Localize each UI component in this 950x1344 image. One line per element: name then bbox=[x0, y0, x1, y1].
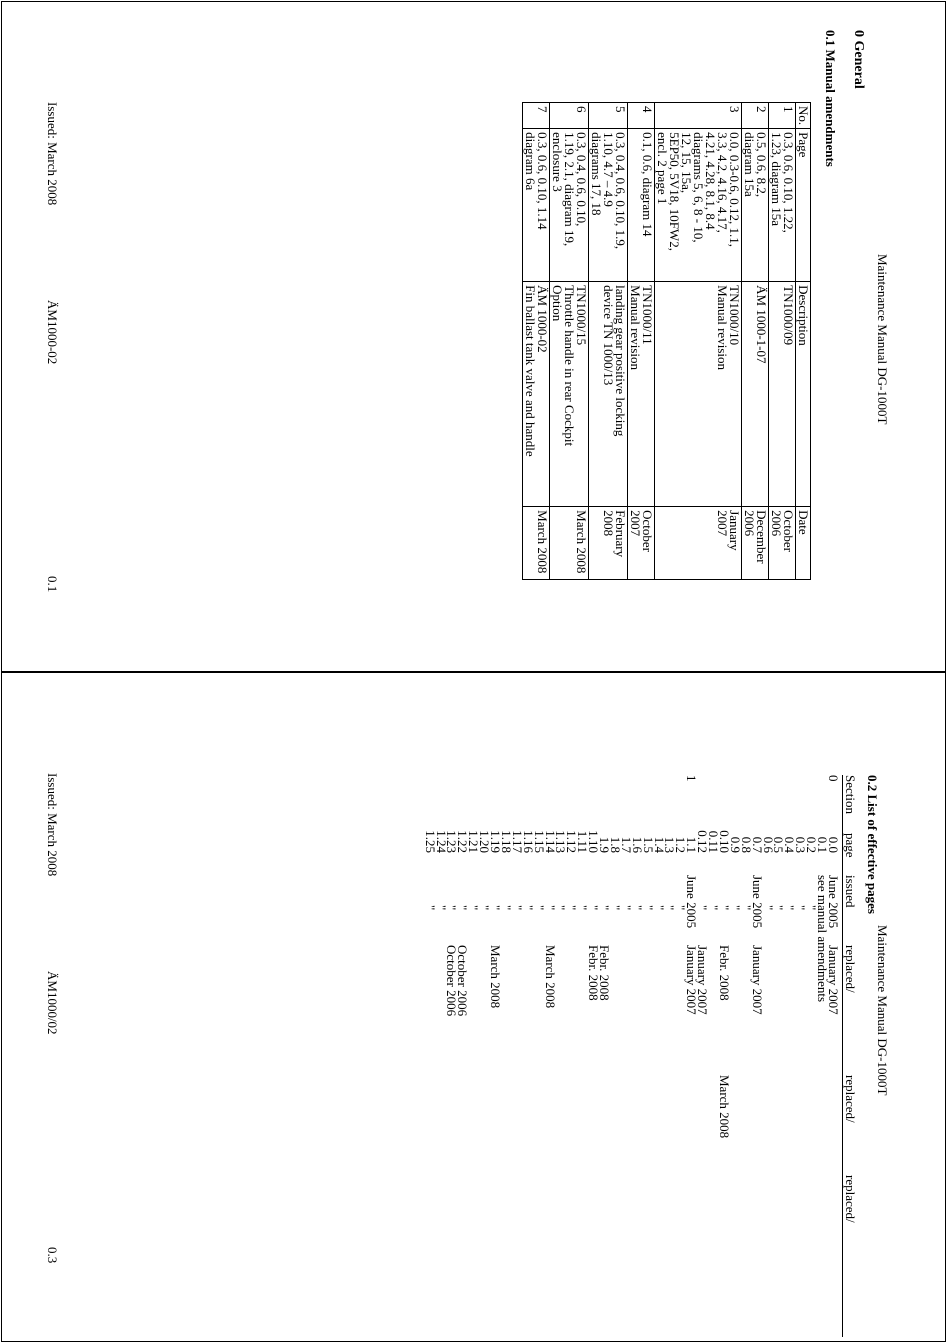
cell-issued: " bbox=[662, 905, 678, 911]
cell-page: 1.9 bbox=[597, 836, 613, 853]
cell-no: 6 bbox=[550, 103, 589, 129]
cell-issued: June 2005 bbox=[826, 875, 841, 929]
cell-description: landing gear positive locking device TN 1000/13 bbox=[589, 282, 628, 507]
cell-replaced-1: March 2008 bbox=[488, 945, 504, 1009]
cell-issued: " bbox=[477, 905, 493, 911]
cell-issued: " bbox=[640, 905, 656, 911]
cell-page: 1.4 bbox=[651, 836, 667, 853]
cell-issued: June 2005 bbox=[749, 875, 765, 929]
cell-issued: " bbox=[673, 905, 689, 911]
cell-description: ÄM 1000-02 Fin ballast tank valve and handle bbox=[523, 282, 550, 507]
cell-page: 0.8 bbox=[738, 836, 754, 853]
cell-page: 1.21 bbox=[466, 830, 482, 853]
cell-replaced-1: Febr. 2008 bbox=[717, 945, 732, 1001]
cell-issued: " bbox=[553, 905, 569, 911]
col-header-replaced-1: replaced/ bbox=[843, 945, 858, 993]
cell-issued: " bbox=[575, 905, 591, 911]
cell-issued: " bbox=[629, 905, 645, 911]
cell-page: 0.10 bbox=[717, 830, 732, 853]
cell-page: 1.17 bbox=[509, 830, 525, 853]
footer-issued: Issued: March 2008 bbox=[45, 102, 60, 206]
cell-issued: " bbox=[618, 905, 634, 911]
cell-no: 3 bbox=[655, 103, 742, 129]
cell-date: December 2006 bbox=[742, 507, 769, 580]
footer-doc-number: ÄM1000-02 bbox=[45, 300, 60, 365]
cell-issued: " bbox=[466, 905, 482, 911]
cell-issued: June 2005 bbox=[684, 875, 700, 929]
page-header: Maintenance Manual DG-1000T bbox=[875, 925, 890, 1096]
cell-replaced-1: Febr. 2008 bbox=[597, 945, 613, 1001]
col-header-description: Description bbox=[796, 282, 811, 507]
document-page-1 bbox=[1, 1, 946, 672]
cell-page: 1.15 bbox=[531, 830, 547, 853]
cell-issued: " bbox=[542, 905, 558, 911]
cell-issued: see manual amendments bbox=[815, 875, 831, 1003]
cell-pages: 0.3, 0.4, 0.6, 0.10, 1.9, 1.10, 4.7 – 4.9 diagrams 17, 18 bbox=[589, 129, 628, 282]
cell-date: February 2008 bbox=[589, 507, 628, 580]
cell-issued: " bbox=[433, 905, 449, 911]
footer-page-number: 0.3 bbox=[45, 1247, 60, 1264]
cell-issued: " bbox=[586, 905, 602, 911]
cell-issued: " bbox=[727, 905, 743, 911]
cell-issued: " bbox=[706, 905, 722, 911]
amendments-table bbox=[522, 102, 811, 580]
table-row bbox=[769, 103, 796, 580]
cell-issued: " bbox=[771, 905, 787, 911]
col-header-issued: issued bbox=[843, 875, 858, 908]
cell-issued: " bbox=[520, 905, 536, 911]
section-title: 0 General bbox=[851, 30, 866, 89]
cell-page: 1.24 bbox=[433, 830, 449, 853]
cell-page: 1.16 bbox=[520, 830, 536, 853]
cell-page: 1.25 bbox=[422, 830, 438, 853]
cell-issued: " bbox=[499, 905, 514, 911]
subsection-title: 0.2 List of effective pages bbox=[865, 775, 880, 914]
effective-pages-list bbox=[423, 775, 857, 1335]
cell-page: 1.14 bbox=[542, 830, 558, 853]
table-row bbox=[655, 103, 742, 580]
cell-page: 0.2 bbox=[804, 836, 820, 853]
cell-replaced-2: March 2008 bbox=[717, 1075, 732, 1139]
cell-no: 5 bbox=[589, 103, 628, 129]
cell-section: 1 bbox=[684, 775, 700, 782]
cell-pages: 0.1, 0.6, diagram 14 bbox=[628, 129, 655, 282]
page-2-content bbox=[2, 673, 946, 1342]
cell-no: 2 bbox=[742, 103, 769, 129]
page-header: Maintenance Manual DG-1000T bbox=[875, 254, 890, 425]
cell-issued: " bbox=[782, 905, 798, 911]
cell-date: January 2007 bbox=[655, 507, 742, 580]
cell-page: 1.1 bbox=[684, 836, 700, 853]
cell-issued: " bbox=[531, 905, 547, 911]
cell-date: March 2008 bbox=[523, 507, 550, 580]
cell-replaced-1: January 2007 bbox=[695, 945, 711, 1015]
cell-page: 1.5 bbox=[640, 836, 656, 853]
col-header-date: Date bbox=[796, 507, 811, 580]
footer-issued: Issued: March 2008 bbox=[45, 773, 60, 877]
cell-pages: 0.3, 0.4, 0.6, 0.10, 1.19, 2.1, diagram 19, enclosure 3 bbox=[550, 129, 589, 282]
cell-page: 1.23 bbox=[444, 830, 460, 853]
cell-issued: " bbox=[509, 905, 525, 911]
footer-page-number: 0.1 bbox=[45, 576, 60, 593]
table-row bbox=[742, 103, 769, 580]
cell-issued: " bbox=[422, 905, 438, 911]
table-row bbox=[628, 103, 655, 580]
cell-page: 0.11 bbox=[706, 830, 722, 853]
cell-pages: 0.0, 0.3-0.6, 0.12, 1.1, 3.3, 4.2, 4.16, 4.17, 4.21, 4.28, 8.1, 8.4 diagrams 5, 6, 8 - 10, 12, 15, 15a, 5EP50, 5V18, 10FW2, encl. 2 page 1 bbox=[655, 129, 742, 282]
cell-no: 1 bbox=[769, 103, 796, 129]
cell-replaced-1: January 2007 bbox=[749, 945, 765, 1015]
cell-no: 7 bbox=[523, 103, 550, 129]
cell-issued: " bbox=[717, 905, 732, 911]
cell-issued: " bbox=[597, 905, 613, 911]
cell-no: 4 bbox=[628, 103, 655, 129]
cell-issued: " bbox=[564, 905, 580, 911]
cell-replaced-1: March 2008 bbox=[542, 945, 558, 1009]
col-header-page: page bbox=[843, 833, 858, 858]
subsection-title: 0.1 Manual amendments bbox=[823, 30, 838, 167]
cell-page: 0.9 bbox=[727, 836, 743, 853]
cell-pages: 0.3, 0.6, 0.10, 1.22, 1.23, diagram 15a bbox=[769, 129, 796, 282]
cell-issued: " bbox=[760, 905, 776, 911]
cell-page: 0.4 bbox=[782, 836, 798, 853]
col-header-replaced-3: replaced/ bbox=[843, 1175, 858, 1223]
cell-issued: " bbox=[695, 905, 711, 911]
cell-page: 0.7 bbox=[749, 836, 765, 853]
cell-page: 0.0 bbox=[826, 836, 841, 853]
cell-page: 0.3 bbox=[793, 836, 809, 853]
cell-page: 1.19 bbox=[488, 830, 504, 853]
cell-issued: " bbox=[738, 905, 754, 911]
cell-description: TN1000/10 Manual revision bbox=[655, 282, 742, 507]
cell-page: 1.2 bbox=[673, 836, 689, 853]
cell-description: TN1000/09 bbox=[769, 282, 796, 507]
cell-replaced-1: October 2006 bbox=[444, 945, 460, 1017]
cell-issued: " bbox=[651, 905, 667, 911]
cell-date: October 2006 bbox=[769, 507, 796, 580]
cell-description: ÄM 1000-1-07 bbox=[742, 282, 769, 507]
cell-page: 1.8 bbox=[608, 836, 623, 853]
cell-page: 1.18 bbox=[499, 830, 514, 853]
cell-issued: " bbox=[804, 905, 820, 911]
cell-page: 1.3 bbox=[662, 836, 678, 853]
cell-replaced-1: October 2006 bbox=[455, 945, 471, 1017]
cell-page: 1.12 bbox=[564, 830, 580, 853]
page-1-content bbox=[2, 2, 946, 672]
cell-page: 0.5 bbox=[771, 836, 787, 853]
cell-issued: " bbox=[444, 905, 460, 911]
cell-issued: " bbox=[455, 905, 471, 911]
col-header-no: No. bbox=[796, 103, 811, 129]
cell-page: 0.12 bbox=[695, 830, 711, 853]
table-header-row bbox=[796, 103, 811, 580]
col-header-section: Section bbox=[843, 775, 858, 814]
cell-page: 0.6 bbox=[760, 836, 776, 853]
cell-pages: 0.3, 0.6, 0.10, 1.14 diagram 6a bbox=[523, 129, 550, 282]
cell-replaced-1: January 2007 bbox=[826, 945, 841, 1015]
cell-description: TN1000/11 Manual revision bbox=[628, 282, 655, 507]
footer-doc-number: ÄM1000/02 bbox=[45, 971, 60, 1035]
col-header-replaced-2: replaced/ bbox=[843, 1075, 858, 1123]
table-row bbox=[523, 103, 550, 580]
cell-description: TN1000/15 Throttle handle in rear Cockpit Option bbox=[550, 282, 589, 507]
cell-page: 0.1 bbox=[815, 836, 831, 853]
cell-date: March 2008 bbox=[550, 507, 589, 580]
cell-page: 1.13 bbox=[553, 830, 569, 853]
cell-page: 1.7 bbox=[618, 836, 634, 853]
cell-pages: 0.5, 0.6, 8.2, diagram 15a bbox=[742, 129, 769, 282]
cell-section: 0 bbox=[826, 775, 841, 782]
cell-replaced-1: January 2007 bbox=[684, 945, 700, 1015]
cell-page: 1.10 bbox=[586, 830, 602, 853]
cell-issued: " bbox=[608, 905, 623, 911]
cell-date: October 2007 bbox=[628, 507, 655, 580]
col-header-page: Page bbox=[796, 129, 811, 282]
cell-page: 1.11 bbox=[575, 830, 591, 853]
cell-page: 1.22 bbox=[455, 830, 471, 853]
cell-page: 1.6 bbox=[629, 836, 645, 853]
cell-issued: " bbox=[793, 905, 809, 911]
table-row bbox=[550, 103, 589, 580]
header-rule bbox=[842, 775, 843, 1337]
cell-page: 1.20 bbox=[477, 830, 493, 853]
table-row bbox=[589, 103, 628, 580]
document-page-2 bbox=[1, 672, 946, 1342]
cell-issued: " bbox=[488, 905, 504, 911]
cell-replaced-1: Febr. 2008 bbox=[586, 945, 602, 1001]
